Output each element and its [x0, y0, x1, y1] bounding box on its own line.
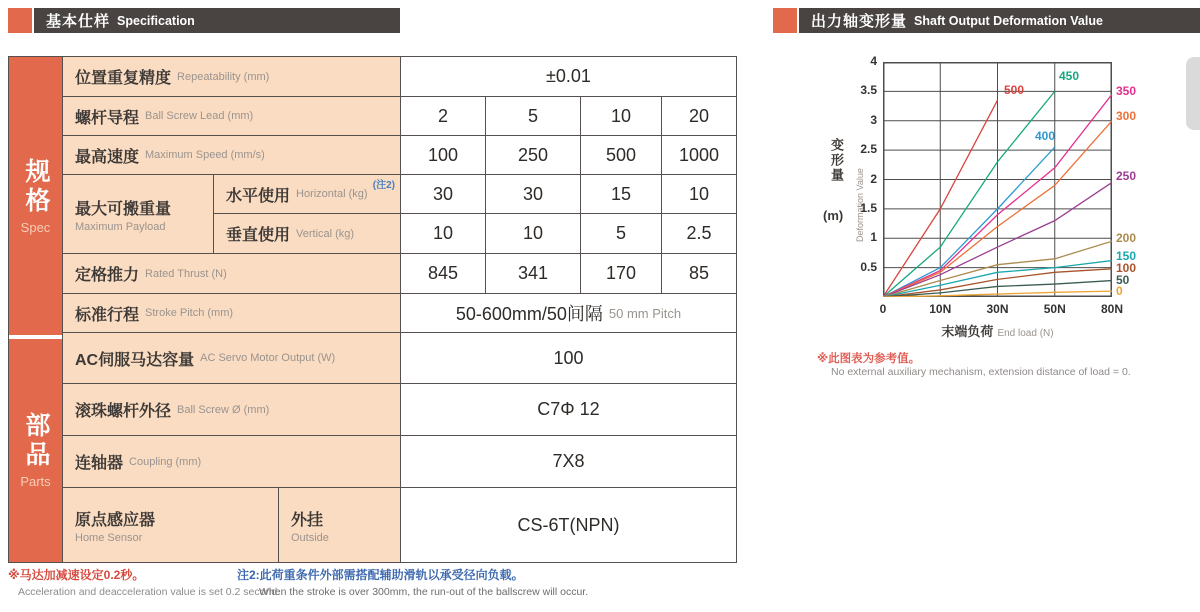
chart-section-header — [773, 8, 1200, 33]
deformation-chart — [815, 50, 1200, 390]
value-repeatability: ±0.01 — [401, 57, 736, 96]
chart-title-zh: 出力轴变形量 — [811, 13, 908, 30]
clipped-edge-element — [1186, 57, 1200, 130]
row-label-coupling: 连轴器 Coupling (mm) — [63, 436, 400, 487]
note2-reference: (注2) — [372, 180, 395, 191]
table-side-column — [9, 57, 62, 562]
specification-table — [8, 56, 737, 563]
row-label-stroke: 标准行程 Stroke Pitch (mm) — [63, 294, 400, 332]
series-label-350: 350 — [1116, 84, 1137, 98]
value-vertical-4: 2.5 — [662, 214, 736, 253]
value-lead-4: 20 — [662, 97, 736, 135]
row-label-screw-od: 滚珠螺杆外径 Ball Screw Ø (mm) — [63, 384, 400, 435]
y-axis-unit: (m) — [823, 208, 844, 223]
value-lead-2: 5 — [486, 97, 580, 135]
row-label-payload: 最大可搬重量 Maximum Payload — [63, 175, 213, 253]
row-label-vertical: 垂直使用 Vertical (kg) — [214, 214, 400, 253]
value-horizontal-2: 30 — [486, 175, 580, 213]
value-horizontal-3: 15 — [581, 175, 661, 213]
series-label-100: 100 — [1116, 261, 1137, 275]
row-label-home-sensor: 原点感应器 Home Sensor — [63, 488, 278, 562]
section-spec-zh: 规格 — [22, 157, 50, 216]
y-axis-title-en: Deformation Value — [855, 168, 865, 242]
y-tick-2.5: 2.5 — [860, 142, 877, 157]
section-parts-en: Parts — [20, 474, 51, 489]
x-tick-80N: 80N — [1100, 302, 1123, 316]
value-lead-3: 10 — [581, 97, 661, 135]
spec-title-zh: 基本仕样 — [46, 13, 111, 30]
value-stroke: 50-600mm/50间隔 50 mm Pitch — [401, 294, 736, 332]
series-label-450: 450 — [1059, 69, 1080, 83]
chart-plot-area — [883, 62, 1112, 297]
row-label-lead: 螺杆导程 Ball Screw Lead (mm) — [63, 97, 400, 135]
section-parts-zh: 部品 — [22, 412, 50, 470]
accent-square-icon — [773, 8, 799, 33]
value-horizontal-4: 10 — [662, 175, 736, 213]
value-thrust-1: 845 — [401, 254, 485, 293]
series-line-450 — [883, 91, 1055, 297]
value-thrust-2: 341 — [486, 254, 580, 293]
series-label-500: 500 — [1004, 83, 1025, 97]
x-tick-30N: 30N — [986, 302, 1009, 316]
y-tick-3.5: 3.5 — [860, 83, 877, 98]
y-tick-1: 1 — [870, 230, 877, 245]
y-tick-0.5: 0.5 — [860, 259, 877, 274]
value-vertical-3: 5 — [581, 214, 661, 253]
x-axis-title: 末端负荷 End load (N) — [941, 324, 1054, 339]
row-label-thrust: 定格推力 Rated Thrust (N) — [63, 254, 400, 293]
series-label-200: 200 — [1116, 231, 1137, 245]
value-thrust-3: 170 — [581, 254, 661, 293]
value-speed-4: 1000 — [662, 136, 736, 174]
section-parts — [9, 339, 62, 562]
row-label-speed: 最高速度 Maximum Speed (mm/s) — [63, 136, 400, 174]
series-label-0: 0 — [1116, 284, 1123, 298]
chart-title-en: Shaft Output Deformation Value — [914, 13, 1103, 28]
section-spec-en: Spec — [20, 219, 51, 235]
value-speed-3: 500 — [581, 136, 661, 174]
value-horizontal-1: 30 — [401, 175, 485, 213]
y-tick-3: 3 — [870, 112, 877, 127]
value-home-sensor: CS-6T(NPN) — [401, 488, 736, 562]
chart-canvas — [883, 62, 1112, 297]
series-label-50: 50 — [1116, 273, 1130, 287]
y-tick-2: 2 — [870, 171, 877, 186]
value-vertical-1: 10 — [401, 214, 485, 253]
footnote-2 — [237, 566, 588, 598]
row-label-horizontal: 水平使用 Horizontal (kg) (注2) — [214, 175, 400, 213]
x-tick-50N: 50N — [1043, 302, 1066, 316]
spec-section-header — [8, 8, 400, 33]
y-axis-title-zh: 变形量 — [829, 138, 844, 183]
x-tick-0: 0 — [879, 302, 887, 316]
value-coupling: 7X8 — [401, 436, 736, 487]
footnote-1-en: Acceleration and deacceleration value is set 0.2 second. — [18, 586, 281, 598]
row-label-outside: 外挂 Outside — [279, 488, 400, 562]
value-screw-od: C7Φ 12 — [401, 384, 736, 435]
footnote-2-en: When the stroke is over 300mm, the run-out of the ballscrew will occur. — [259, 586, 589, 598]
row-label-repeatability: 位置重复精度 Repeatability (mm) — [63, 57, 400, 96]
value-lead-1: 2 — [401, 97, 485, 135]
value-vertical-2: 10 — [486, 214, 580, 253]
y-tick-1.5: 1.5 — [860, 200, 877, 215]
chart-note-zh: ※此图表为参考值。 — [817, 353, 921, 365]
value-speed-1: 100 — [401, 136, 485, 174]
value-speed-2: 250 — [486, 136, 580, 174]
y-tick-4: 4 — [870, 54, 877, 68]
series-label-250: 250 — [1116, 169, 1137, 183]
series-label-400: 400 — [1035, 129, 1056, 143]
spec-title-en: Specification — [117, 13, 195, 28]
section-spec — [9, 57, 62, 335]
value-motor: 100 — [401, 333, 736, 383]
footnote-2-zh: 注2:此荷重条件外部需搭配辅助滑轨以承受径向负载。 — [237, 568, 524, 582]
accent-square-icon — [8, 8, 34, 33]
x-tick-10N: 10N — [929, 302, 952, 316]
footnote-1-zh: ※马达加减速设定0.2秒。 — [8, 568, 145, 582]
chart-note-en: No external auxiliary mechanism, extension distance of load = 0. — [831, 366, 1131, 378]
value-thrust-4: 85 — [662, 254, 736, 293]
series-label-150: 150 — [1116, 249, 1137, 263]
row-label-motor: AC伺服马达容量 AC Servo Motor Output (W) — [63, 333, 400, 383]
series-label-300: 300 — [1116, 109, 1137, 123]
